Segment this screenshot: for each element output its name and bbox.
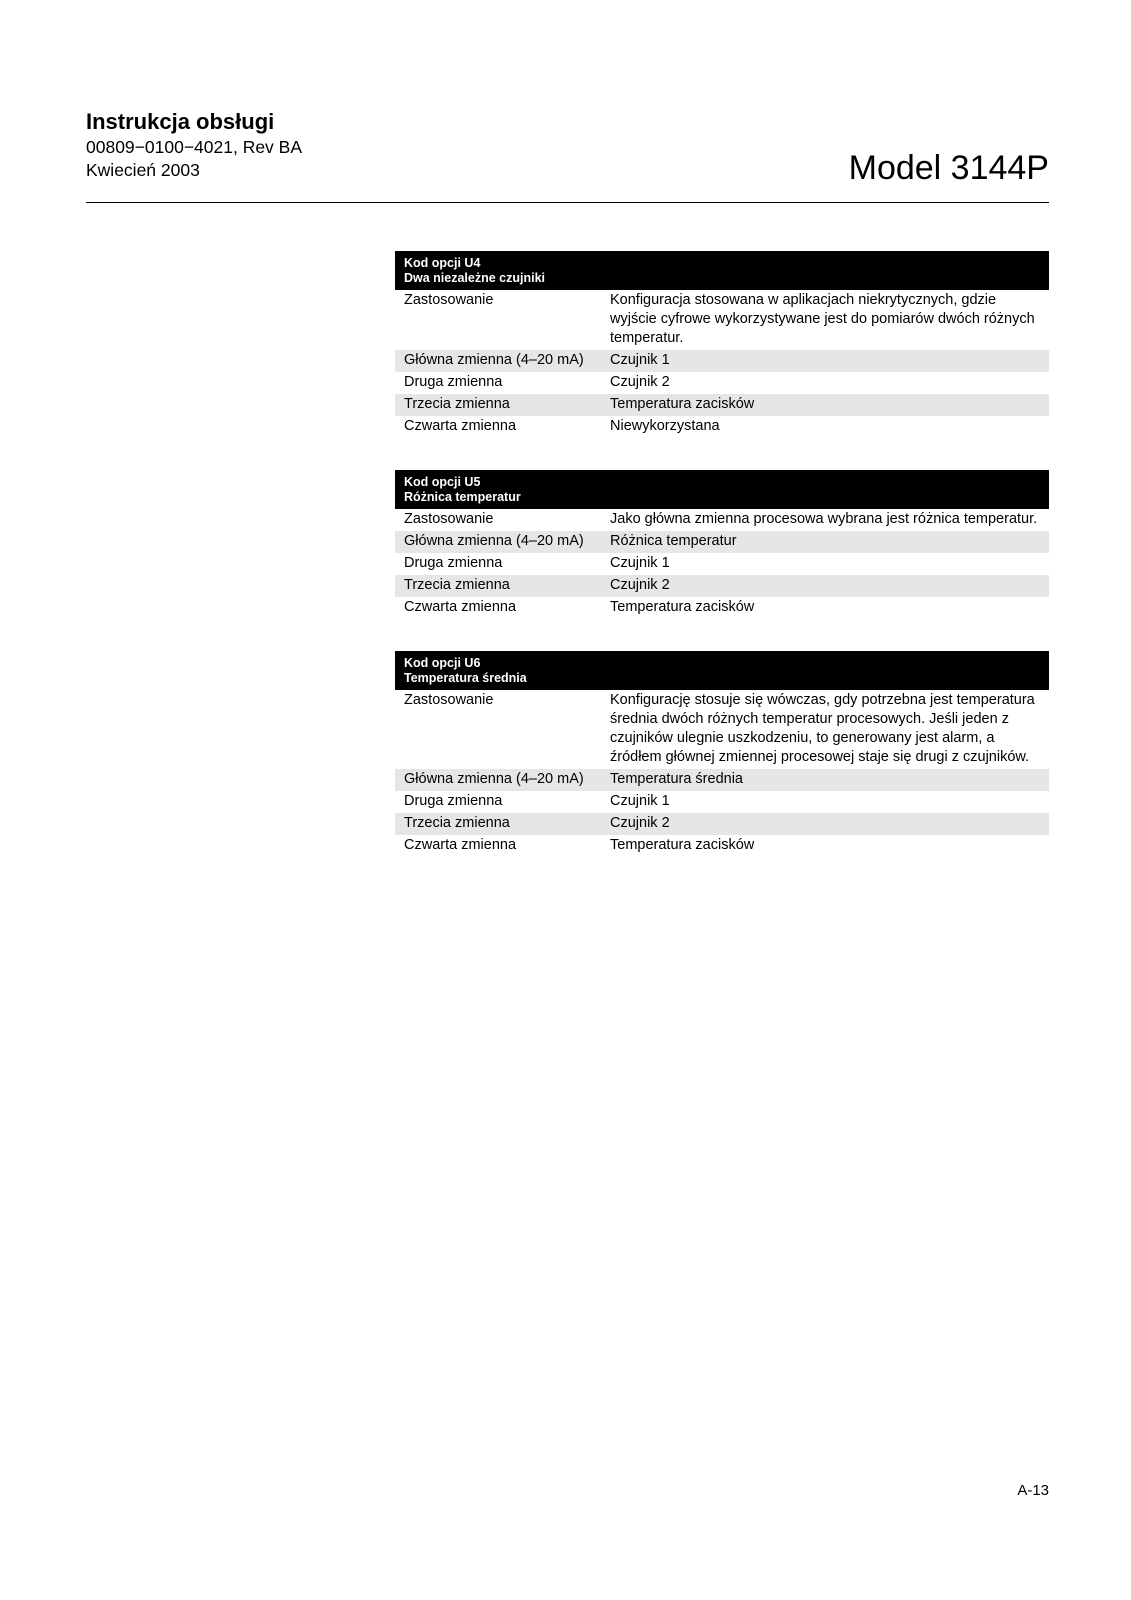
row-label: Zastosowanie: [404, 692, 494, 708]
table-row: [395, 769, 1049, 791]
document-date: Kwiecień 2003: [86, 160, 200, 180]
row-value: Temperatura zacisków: [601, 394, 1049, 416]
row-value: Czujnik 1: [601, 350, 1049, 372]
row-value: Czujnik 1: [610, 793, 670, 809]
option-name: Temperatura średnia: [404, 671, 527, 685]
table-row: [395, 553, 1049, 575]
row-label: Czwarta zmienna: [404, 837, 517, 853]
table-row: [395, 575, 1049, 597]
header-divider: [86, 202, 1049, 203]
row-label: Główna zmienna (4–20 mA): [395, 350, 601, 372]
option-table-header: [395, 470, 1049, 509]
row-value: Konfigurację stosuje się wówczas, gdy potrzebna jest temperatura średnia dwóch różnych temperatur procesowych. Jeśli jeden z czujników ulegnie uszkodzeniu, to generowany jest alarm, a źródłem głównej zmiennej procesowej staje się drugi z czujników.: [610, 692, 1035, 765]
row-label: Trzecia zmienna: [395, 575, 601, 597]
row-value: Temperatura zacisków: [610, 599, 755, 615]
option-code: Kod opcji U4: [404, 256, 481, 270]
row-value: Czujnik 2: [601, 575, 1049, 597]
row-value: Różnica temperatur: [601, 531, 1049, 553]
table-row: [395, 290, 1049, 350]
option-table-header: [395, 251, 1049, 290]
row-label: Druga zmienna: [404, 555, 503, 571]
table-row: [395, 350, 1049, 372]
table-row: [395, 416, 1049, 438]
option-table-u4: [395, 251, 1049, 438]
row-label: Druga zmienna: [404, 793, 503, 809]
row-value: Temperatura średnia: [601, 769, 1049, 791]
row-label: Zastosowanie: [404, 511, 494, 527]
table-row: [395, 372, 1049, 394]
option-tables: [395, 251, 1049, 889]
row-value: Temperatura zacisków: [610, 837, 755, 853]
document-title: Instrukcja obsługi: [86, 109, 275, 134]
row-label: Zastosowanie: [404, 292, 494, 308]
table-row: [395, 835, 1049, 857]
option-table-u5: [395, 470, 1049, 619]
option-table-header: [395, 651, 1049, 690]
option-name: Różnica temperatur: [404, 490, 521, 504]
row-value: Czujnik 2: [601, 813, 1049, 835]
row-value: Konfiguracja stosowana w aplikacjach niekrytycznych, gdzie wyjście cyfrowe wykorzystywane jest do pomiarów dwóch różnych temperatur.: [610, 292, 1035, 346]
option-code: Kod opcji U6: [404, 656, 481, 670]
option-name: Dwa niezależne czujniki: [404, 271, 546, 285]
row-value: Czujnik 1: [610, 555, 670, 571]
row-value: Niewykorzystana: [610, 418, 720, 434]
table-row: [395, 531, 1049, 553]
table-row: [395, 509, 1049, 531]
model-name: Model 3144P: [848, 149, 1049, 187]
option-code: Kod opcji U5: [404, 475, 481, 489]
table-row: [395, 597, 1049, 619]
row-label: Trzecia zmienna: [395, 813, 601, 835]
table-row: [395, 690, 1049, 769]
table-row: [395, 813, 1049, 835]
page-number: A-13: [1017, 1482, 1049, 1499]
row-value: Czujnik 2: [610, 374, 670, 390]
table-row: [395, 791, 1049, 813]
row-label: Czwarta zmienna: [404, 418, 517, 434]
row-label: Trzecia zmienna: [395, 394, 601, 416]
row-label: Czwarta zmienna: [404, 599, 517, 615]
table-row: [395, 394, 1049, 416]
row-label: Druga zmienna: [404, 374, 503, 390]
option-table-u6: [395, 651, 1049, 857]
row-label: Główna zmienna (4–20 mA): [395, 769, 601, 791]
document-header: [86, 108, 302, 182]
row-value: Jako główna zmienna procesowa wybrana jest różnica temperatur.: [610, 511, 1038, 527]
document-number: 00809−0100−4021, Rev BA: [86, 137, 303, 157]
row-label: Główna zmienna (4–20 mA): [395, 531, 601, 553]
